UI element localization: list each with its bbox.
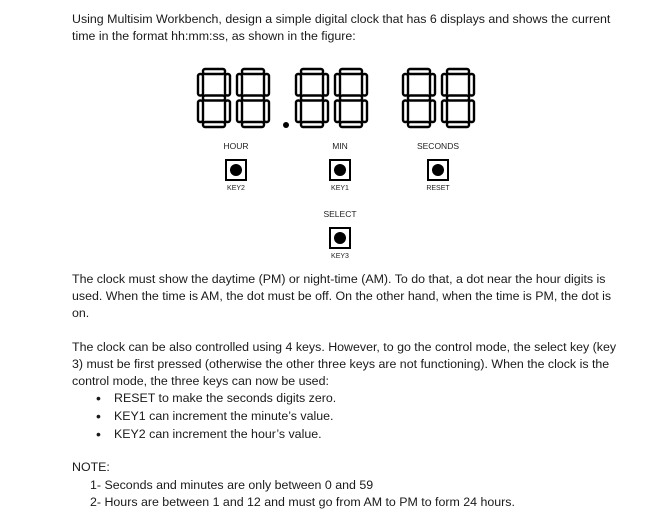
segment [447,122,469,127]
key-top-label: SELECT [323,209,357,219]
segment [469,101,474,123]
key1-button[interactable] [329,159,351,181]
list-item: • KEY2 can increment the hour’s value. [94,425,336,443]
segment [323,101,328,123]
segment [264,101,269,123]
pm-am-paragraph: The clock must show the daytime (PM) or night-time (AM). To do that, a dot near the hour digits is used. When the time is AM, the dot must be off. On the other hand, when the time is PM, the dot is on. [72,272,612,320]
intro-paragraph: Using Multisim Workbench, design a simple digital clock that has 6 displays and shows the current time in the format hh:mm:ss, as shown in the figure: [72,12,611,43]
digit-eight [335,69,367,127]
key-bottom-label: KEY3 [331,253,349,260]
segment [237,74,242,96]
list-item: • KEY1 can increment the minute’s value. [94,407,336,425]
segment [447,96,469,101]
segment [408,122,430,127]
segment [264,74,269,96]
key-seconds [414,141,462,192]
digit-eight [296,69,328,127]
key-bottom-label: KEY2 [227,185,245,192]
digit-eight [198,69,230,127]
segment [301,122,323,127]
button-dot-icon [432,164,444,176]
pm-dot [283,122,289,128]
segment [198,74,203,96]
segment [198,101,203,123]
note-label: NOTE: [72,460,110,474]
key-bottom-label: RESET [426,185,450,192]
segment [323,74,328,96]
segment [203,96,225,101]
list-item: • RESET to make the seconds digits zero. [94,389,336,407]
button-dot-icon [334,164,346,176]
segment [242,122,264,127]
segment [408,69,430,74]
segment [301,96,323,101]
segment [340,122,362,127]
button-dot-icon [334,232,346,244]
key2-button[interactable] [225,159,247,181]
segment [430,74,435,96]
segment [225,101,230,123]
list-item: 1- Seconds and minutes are only between 0 and 59 [90,478,374,492]
segment [408,96,430,101]
key-hour [214,141,258,192]
segment [301,69,323,74]
segment [447,69,469,74]
segment [403,101,408,123]
segment [403,74,408,96]
segment [340,69,362,74]
segment [335,74,340,96]
seven-segment-display [0,0,658,140]
segment [203,122,225,127]
key-min [318,141,362,192]
control-mode-paragraph: The clock can be also controlled using 4 keys. However, to go the control mode, the select key (key 3) must be first pressed (otherwise the other three keys are not functioning). When the clock is the control mode, the three keys can now be used: [72,340,617,388]
notes-list [90,477,515,511]
key-select [318,209,362,260]
segment [203,69,225,74]
button-dot-icon [230,164,242,176]
key-top-label: SECONDS [416,141,460,151]
segment [362,74,367,96]
digit-eight [442,69,474,127]
list-item: 2- Hours are between 1 and 12 and must go from AM to PM to form 24 hours. [90,495,515,509]
segment [237,101,242,123]
segment [242,69,264,74]
segment [430,101,435,123]
segment [469,74,474,96]
key-functions-list [94,389,336,443]
segment [362,101,367,123]
segment [296,101,301,123]
segment [442,101,447,123]
key3-button[interactable] [329,227,351,249]
segment [442,74,447,96]
segment [225,74,230,96]
segment [242,96,264,101]
segment [335,101,340,123]
segment [340,96,362,101]
key-bottom-label: KEY1 [331,185,349,192]
digit-eight [237,69,269,127]
key-top-label: MIN [332,141,348,151]
digit-eight [403,69,435,127]
key-top-label: HOUR [223,141,249,151]
reset-button[interactable] [427,159,449,181]
segment [296,74,301,96]
